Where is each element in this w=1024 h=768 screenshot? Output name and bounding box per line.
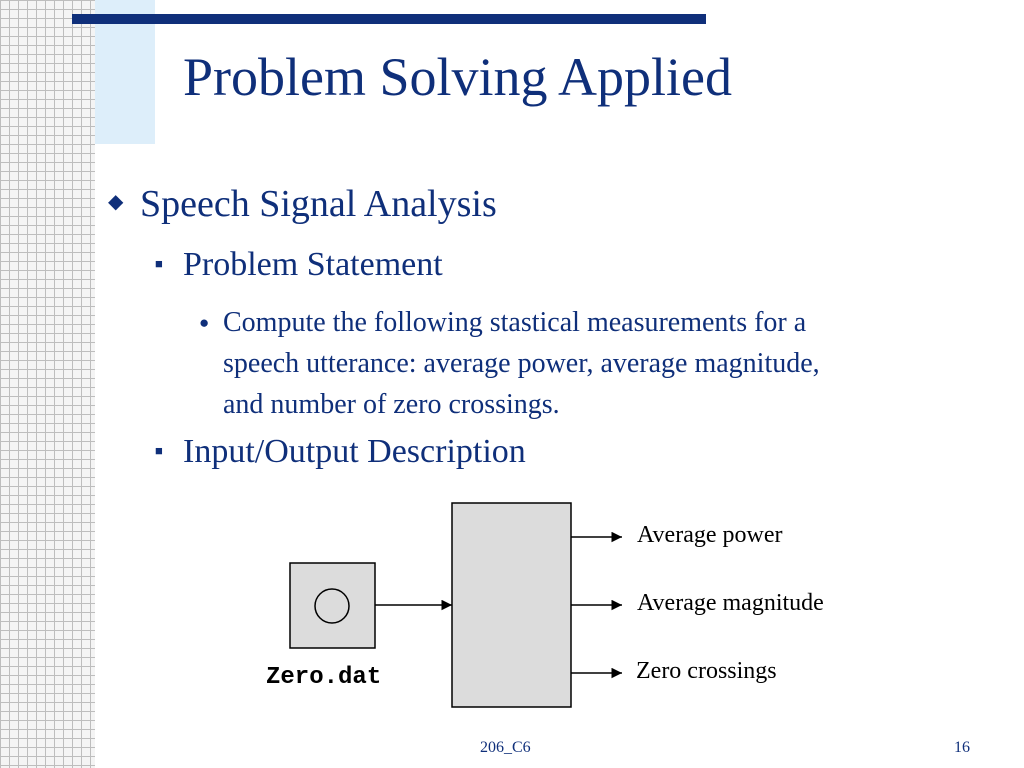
footer-course: 206_C6 <box>480 739 531 756</box>
footer-page-number: 16 <box>954 739 970 756</box>
problem-detail-line: and number of zero crossings. <box>223 389 560 420</box>
disk-icon <box>315 589 349 623</box>
bullet-text: Problem Statement <box>183 246 443 283</box>
square-bullet-icon: ■ <box>155 256 163 272</box>
problem-detail-line: Compute the following stastical measurements for a <box>223 307 807 338</box>
process-box <box>452 503 571 707</box>
round-bullet-icon: ● <box>199 313 210 332</box>
slide-title: Problem Solving Applied <box>183 47 733 107</box>
output-label-average-power: Average power <box>637 522 783 548</box>
output-label-zero-crossings: Zero crossings <box>636 658 777 684</box>
bullet-text: Speech Signal Analysis <box>140 183 497 225</box>
output-label-average-magnitude: Average magnitude <box>637 590 824 616</box>
square-bullet-icon: ■ <box>155 443 163 459</box>
bullet-text: Input/Output Description <box>183 433 526 470</box>
input-file-label: Zero.dat <box>266 664 382 691</box>
problem-detail-line: speech utterance: average power, average magnitude, <box>223 348 820 379</box>
diamond-bullet-icon: ◆ <box>108 190 124 213</box>
